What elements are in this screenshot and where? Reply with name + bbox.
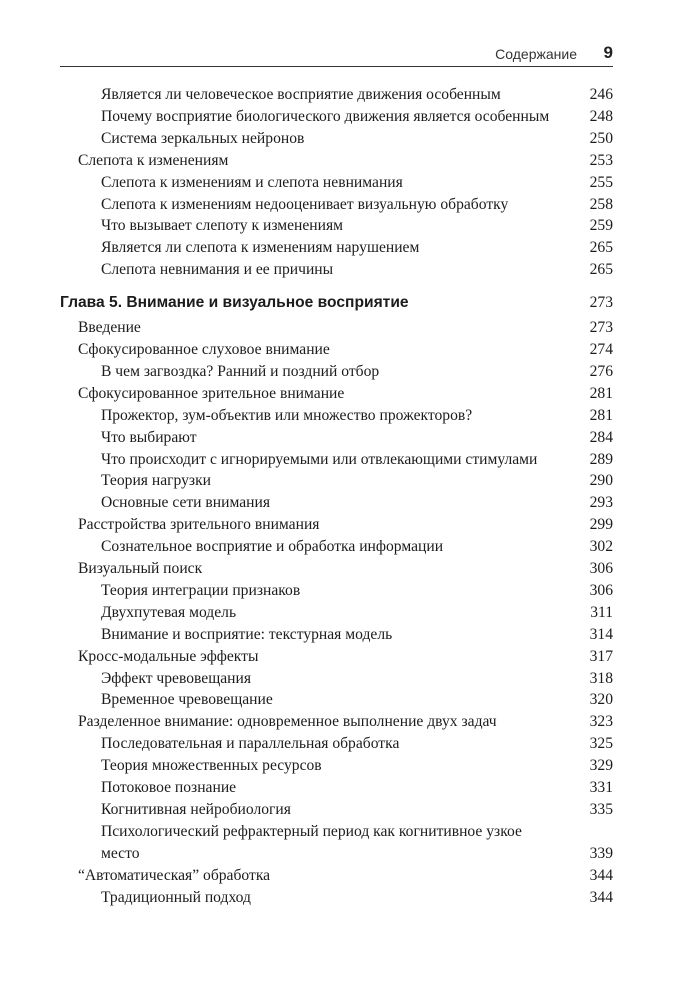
toc-chapter-entry	[60, 292, 613, 314]
toc-entry-page: 293	[589, 494, 613, 512]
toc-entry-title: Расстройства зрительного внимания	[78, 516, 320, 534]
toc-entry-page: 317	[589, 647, 613, 665]
toc-entry-title: Слепота к изменениям недооценивает визуальную обработку	[101, 195, 509, 213]
toc-entry-page: 258	[589, 195, 613, 213]
toc-entry-title: Сфокусированное зрительное внимание	[78, 384, 345, 402]
toc-entry	[60, 602, 613, 624]
toc-entry	[60, 711, 613, 733]
toc-entry-page: 259	[589, 217, 613, 235]
toc-entry-title: Почему восприятие биологического движения является особенным	[101, 107, 550, 125]
toc-entry	[60, 405, 613, 427]
toc-entry-title: Внимание и восприятие: текстурная модель	[101, 625, 393, 643]
toc-entry-title: Является ли человеческое восприятие движения особенным	[101, 86, 501, 103]
toc-entry-title: Временное чревовещание	[101, 691, 273, 709]
toc-entry-page: 248	[589, 107, 613, 125]
toc-entry	[60, 777, 613, 799]
toc-entry	[60, 580, 613, 602]
toc-entry-title: Теория множественных ресурсов	[101, 757, 322, 775]
toc-entry-page: 318	[589, 669, 613, 687]
toc-entry-page: 281	[589, 384, 613, 402]
toc-entry-page: 281	[589, 406, 613, 424]
toc-entry-title: Психологический рефрактерный период как когнитивное узкое место	[101, 822, 522, 862]
toc-entry-title: Теория нагрузки	[101, 472, 211, 490]
toc-entry	[60, 821, 613, 865]
toc-entry-page: 331	[589, 779, 613, 797]
toc-entry	[60, 449, 613, 471]
page-number: 9	[603, 43, 613, 62]
toc-entry	[60, 106, 613, 128]
toc-entry	[60, 339, 613, 361]
toc-entry-title: Традиционный подход	[101, 888, 251, 906]
toc-entry	[60, 646, 613, 668]
toc-entry-title: Слепота к изменениям	[78, 151, 229, 169]
toc-entry	[60, 865, 613, 887]
toc-entry	[60, 172, 613, 194]
toc-entry-page: 253	[589, 151, 613, 169]
toc-entry-title: Система зеркальных нейронов	[101, 129, 305, 147]
toc-entry-page: 325	[589, 735, 613, 753]
toc-entry	[60, 383, 613, 405]
toc-entry-page: 329	[589, 757, 613, 775]
toc-entry	[60, 237, 613, 259]
toc-entry-title: Разделенное внимание: одновременное выполнение двух задач	[78, 713, 497, 731]
running-header	[60, 40, 613, 67]
toc-entry-title: Слепота невнимания и ее причины	[101, 261, 334, 279]
toc-entry-title: Кросс-модальные эффекты	[78, 647, 259, 665]
toc-entry	[60, 799, 613, 821]
running-header-title: Содержание	[495, 46, 577, 62]
toc-entry-title: Сфокусированное слуховое внимание	[78, 340, 330, 358]
toc-entry-page: 302	[589, 538, 613, 556]
toc-entry-page: 306	[589, 560, 613, 578]
toc-entry-page: 306	[589, 581, 613, 599]
toc-entry-title: Является ли слепота к изменениям нарушением	[101, 239, 420, 257]
toc-entry-page: 314	[589, 625, 613, 643]
toc-entry-page: 265	[589, 239, 613, 257]
toc-entry-title: Когнитивная нейробиология	[101, 801, 291, 818]
toc-entry-page: 299	[589, 516, 613, 534]
toc-entry-title: Основные сети внимания	[101, 494, 271, 512]
toc-entry	[60, 755, 613, 777]
toc-entry-page: 344	[589, 866, 613, 884]
toc-entry-page: 265	[589, 261, 613, 279]
toc-entry	[60, 558, 613, 580]
toc-entry-page: 284	[589, 428, 613, 446]
toc-entry-title: Визуальный поиск	[78, 560, 203, 578]
toc-entry	[60, 215, 613, 237]
toc-entry	[60, 492, 613, 514]
toc-entry-title: “Автоматическая” обработка	[78, 866, 271, 884]
toc-entry-page: 246	[589, 86, 613, 103]
toc-entry-page: 250	[589, 129, 613, 147]
toc-entry	[60, 317, 613, 339]
toc-entry-title: Прожектор, зум-объектив или множество прожекторов?	[101, 406, 473, 424]
toc-entry-title: Последовательная и параллельная обработка	[101, 735, 400, 753]
toc-entry-page: 255	[589, 173, 613, 191]
toc-entry	[60, 887, 613, 909]
toc-entry-page: 311	[590, 603, 613, 621]
toc-entry-title: Теория интеграции признаков	[101, 581, 301, 599]
toc-entry	[60, 194, 613, 216]
toc-entry	[60, 470, 613, 492]
toc-entry-title: Сознательное восприятие и обработка информации	[101, 538, 444, 556]
toc-entry	[60, 689, 613, 711]
toc-entry-page: 290	[589, 472, 613, 490]
toc-entry	[60, 150, 613, 172]
toc-entry-page: 276	[589, 362, 613, 380]
toc-entry-title: Что вызывает слепоту к изменениям	[101, 217, 344, 235]
toc-entry	[60, 128, 613, 150]
toc-entry-title: Глава 5. Внимание и визуальное восприятие	[60, 294, 409, 312]
toc-entry-title: Введение	[78, 319, 141, 337]
toc-entry	[60, 361, 613, 383]
toc-entry	[60, 259, 613, 281]
toc-entry-title: Эффект чревовещания	[101, 669, 252, 687]
toc-entry-page: 274	[589, 340, 613, 358]
toc-entry-page: 273	[589, 294, 613, 312]
toc-entry-title: Двухпутевая модель	[101, 603, 237, 621]
toc-entry-title: Что выбирают	[101, 428, 197, 446]
table-of-contents	[60, 84, 613, 909]
toc-entry-page: 320	[589, 691, 613, 709]
toc-entry	[60, 668, 613, 690]
toc-entry-page: 344	[589, 888, 613, 906]
toc-entry	[60, 514, 613, 536]
toc-entry-page: 273	[589, 319, 613, 337]
toc-entry-page: 335	[589, 801, 613, 818]
toc-entry	[60, 733, 613, 755]
toc-entry	[60, 624, 613, 646]
toc-entry	[60, 536, 613, 558]
toc-entry	[60, 84, 613, 106]
toc-entry-title: Что происходит с игнорируемыми или отвлекающими стимулами	[101, 450, 538, 468]
toc-entry-title: В чем загвоздка? Ранний и поздний отбор	[101, 362, 380, 380]
toc-entry-page: 289	[589, 450, 613, 468]
toc-entry-page: 339	[589, 844, 613, 862]
toc-entry	[60, 427, 613, 449]
toc-entry-title: Слепота к изменениям и слепота невнимания	[101, 173, 403, 191]
toc-entry-page: 323	[589, 713, 613, 731]
toc-entry-title: Потоковое познание	[101, 779, 237, 797]
